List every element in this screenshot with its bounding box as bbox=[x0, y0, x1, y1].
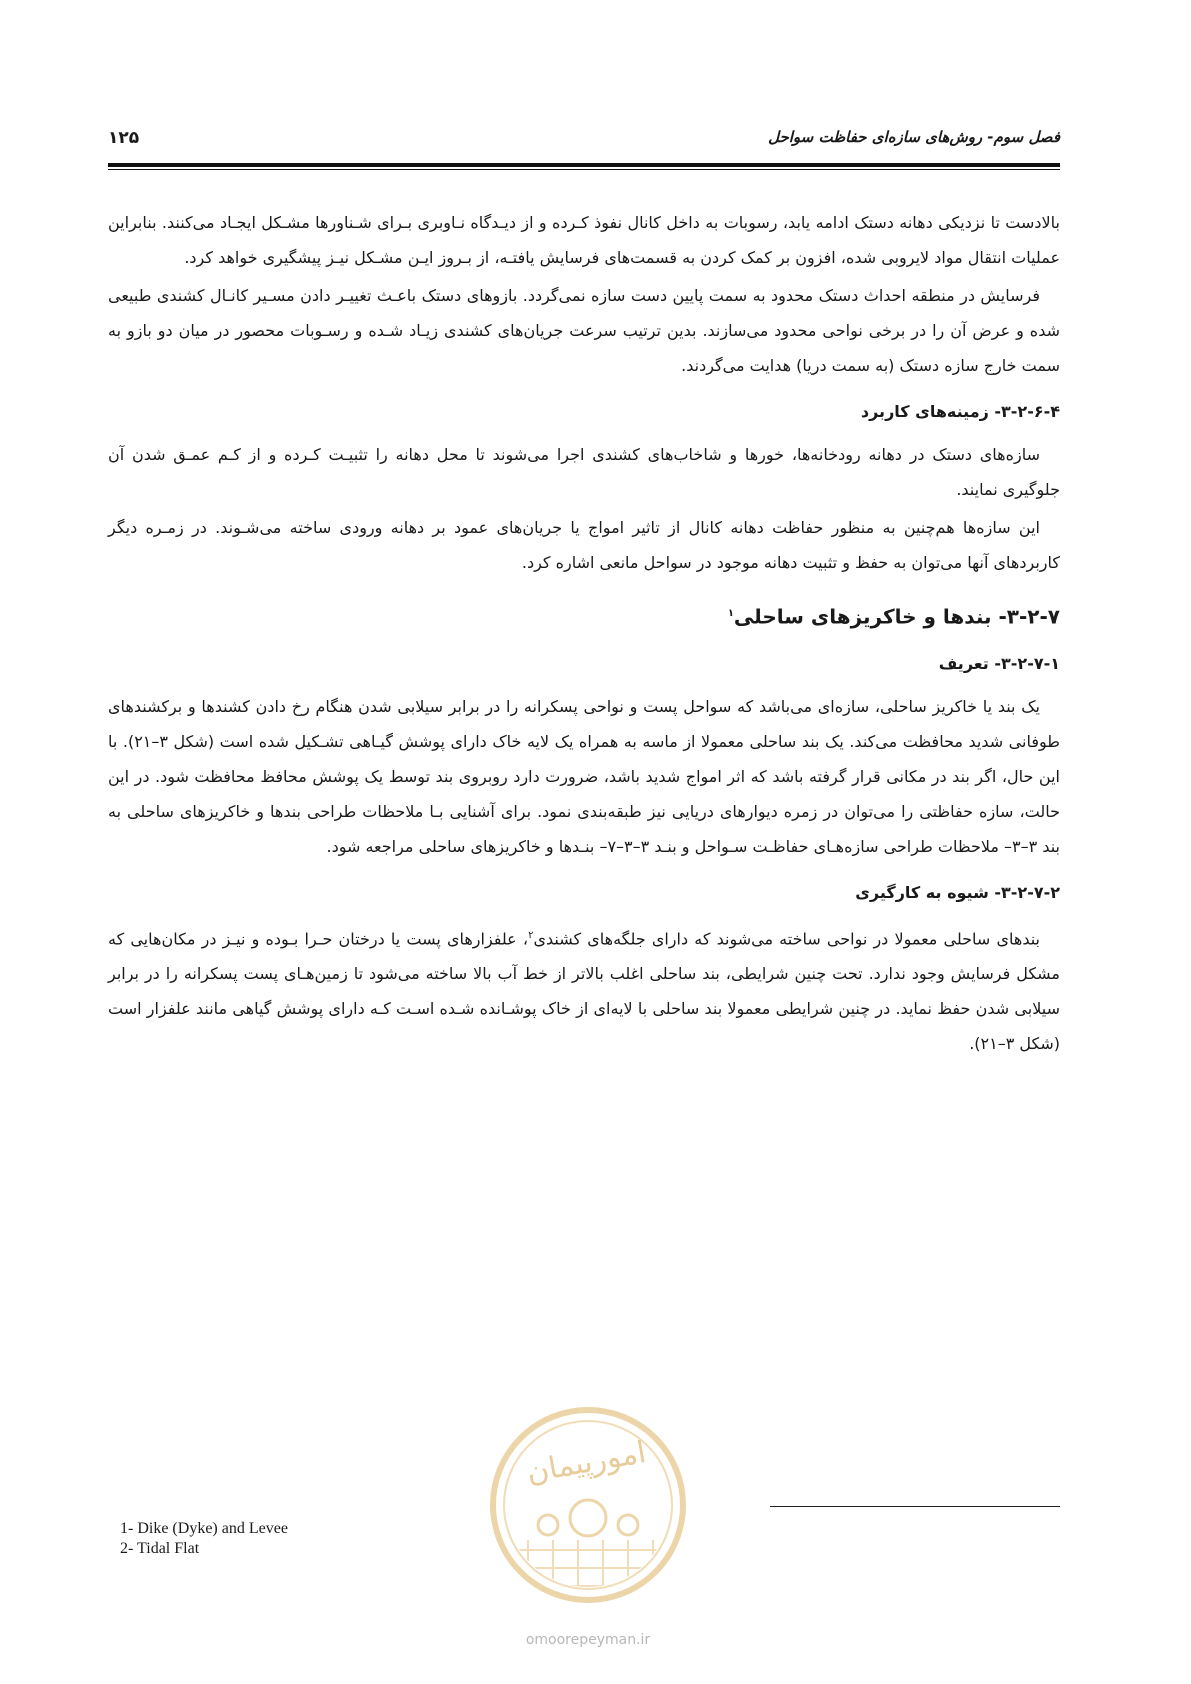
chapter-title: فصل سوم- روش‌های سازه‌ای حفاظت سواحل bbox=[768, 128, 1060, 146]
section-heading-dikes bbox=[108, 596, 1060, 635]
header-rule-thin bbox=[108, 169, 1060, 170]
page-header bbox=[108, 118, 1060, 158]
paragraph-definition: یک بند یا خاکریز ساحلی، سازه‌ای می‌باشد که سواحل پست و نواحی پسکرانه را در برابر سیلابی شدن هنگام رخ دادن کشندها و برکشندهای طوفانی شدید محافظت می‌کند. یک بند ساحلی معمولا از ماسه به همراه یک لایه خاک دارای پوشش گیـاهی تشـکیل شده است (شکل ۳–۲۱). با این حال، اگر بند در مکانی قرار گرفته باشد که اثر امواج شدید باشد، ضرورت دارد روبروی بند توسط یک پوشش محافظ محافظت شود. در این حالت، سازه حفاظتی را می‌توان در زمره دیوارهای دریایی نیز طبقه‌بندی نمود. برای آشنایی بـا ملاحظات طراحی بندها و خاکریزهای ساحلی به بند ۳–۳– ملاحظات طراحی سازه‌هـای حفاظـت سـواحل و بنـد ۳–۳–۷– بنـدها و خاکریزهای ساحلی مراجعه شود. bbox=[108, 696, 1060, 856]
section-heading-definition: ۳-۲-۷-۱- تعریف bbox=[938, 653, 1060, 673]
watermark-logo-icon bbox=[478, 1400, 698, 1630]
footnote-2: 2- Tidal Flat bbox=[120, 1540, 200, 1557]
paragraph-erosion: فرسایش در منطقه احداث دستک محدود به سمت پایین دست سازه نمی‌گردد. بازوهای دستک باعـث تغییـر دادن مسـیر کانـال کشندی طبیعی شده و عرض آن را در برخی نواحی محدود می‌سازند. بدین ترتیب سرعت جریان‌های کشندی زیـاد شـده و رسـوبات محصور در میان دو بازو به سمت خارج سازه دستک (به سمت دریا) هدایت می‌گردند. bbox=[108, 286, 1060, 375]
paragraph-continuation: بالادست تا نزدیکی دهانه دستک ادامه یابد، رسوبات به داخل کانال نفوذ کـرده و از دیـدگاه نـاوبری بـرای شـناورها مشـکل ایجـاد می‌کنند. بنابراین عملیات انتقال مواد لایروبی شده، افزون بر کمک کردن به قسمت‌های فرسایش یافتـه، از بـروز ایـن مشـکل نیـز پیشگیری خواهد کرد. bbox=[108, 213, 1060, 267]
page-number: ۱۲۵ bbox=[108, 128, 140, 148]
footnotes bbox=[120, 1519, 440, 1559]
paragraph-applications-2: این سازه‌ها هم‌چنین به منظور حفاظت دهانه کانال از تاثیر امواج یا جریان‌های عمود بر دهانه ورودی ساخته می‌شـوند. در زمـره دیگر کاربردهای آنها می‌توان به حفظ و تثبیت دهانه موجود در سواحل مانعی اشاره کرد. bbox=[108, 518, 1060, 572]
header-rule bbox=[108, 163, 1060, 167]
footnote-ref-2: ۲ bbox=[528, 929, 534, 941]
paragraph-usage bbox=[108, 918, 1060, 1061]
watermark bbox=[478, 1400, 698, 1660]
section-heading-applications: ۳-۲-۶-۴- زمینه‌های کاربرد bbox=[860, 402, 1060, 421]
watermark-logo-text: امورپیمان bbox=[524, 1434, 649, 1491]
paragraph-usage-part-2: ، علفزارهای پست یا درختان حـرا بـوده و نیـز در مکان‌هایی که مشکل فرسایش وجود ندارد. تحت چنین شرایطی، بند ساحلی اغلب بالاتر از خط آب بالا ساخته می‌شود تا زمین‌هـای پست پسکرانه را در برابر سیلابی شدن حفظ نماید. در چنین شرایطی معمولا بند ساحلی با لایه‌ای از خاک پوشـانده شـده اسـت کـه دارای پوشش گیاهی مانند علفزار است (شکل ۳–۲۱). bbox=[108, 928, 1060, 1053]
paragraph-applications-1: سازه‌های دستک در دهانه رودخانه‌ها، خورها و شاخاب‌های کشندی اجرا می‌شوند تا محل دهانه را تثبیـت کـرده و از کـم عمـق شدن آن جلوگیری نمایند. bbox=[108, 445, 1060, 499]
footnote-1: 1- Dike (Dyke) and Levee bbox=[120, 1520, 288, 1537]
section-heading-usage: ۳-۲-۷-۲- شیوه به کارگیری bbox=[855, 882, 1060, 902]
body-text bbox=[108, 205, 1060, 1064]
section-heading-dikes-text: ۳-۲-۷- بندها و خاکریزهای ساحلی bbox=[733, 604, 1060, 629]
footnote-ref-1: ۱ bbox=[727, 608, 734, 619]
paragraph-usage-part-1: بندهای ساحلی معمولا در نواحی ساخته می‌شوند که دارای جلگه‌های کشندی bbox=[533, 928, 1041, 948]
watermark-url: omoorepeyman.ir bbox=[525, 1632, 651, 1648]
footnote-rule bbox=[770, 1506, 1060, 1507]
